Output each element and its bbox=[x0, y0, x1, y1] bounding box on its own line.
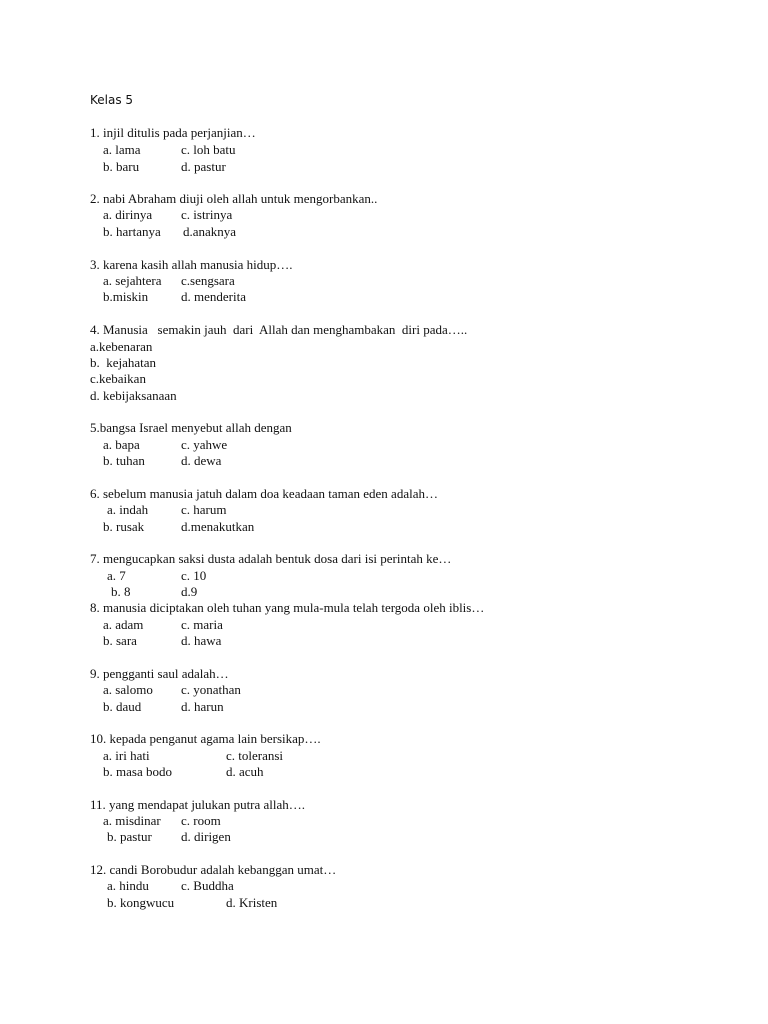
q1-option-c: c. loh batu bbox=[181, 142, 236, 157]
q5-option-d: d. dewa bbox=[181, 453, 222, 468]
q7-option-b: b. 8 bbox=[111, 584, 131, 599]
q10-option-b: b. masa bodo bbox=[103, 764, 172, 779]
q8-option-a: a. adam bbox=[103, 617, 144, 632]
q1-option-b: b. baru bbox=[103, 159, 140, 174]
q10-option-a: a. iri hati bbox=[103, 748, 150, 763]
q5-option-b: b. tuhan bbox=[103, 453, 145, 468]
question-8-text: 8. manusia diciptakan oleh tuhan yang mula-mula telah tergoda oleh iblis… bbox=[90, 600, 485, 615]
question-1-text: 1. injil ditulis pada perjanjian… bbox=[90, 125, 256, 140]
question-4-text: 4. Manusia semakin jauh dari Allah dan menghambakan diri pada….. bbox=[90, 322, 468, 337]
question-12-text: 12. candi Borobudur adalah kebanggan umat… bbox=[90, 862, 337, 877]
q3-option-d: d. menderita bbox=[181, 289, 246, 304]
question-6-text: 6. sebelum manusia jatuh dalam doa keadaan taman eden adalah… bbox=[90, 486, 438, 501]
q1-option-d: d. pastur bbox=[181, 159, 226, 174]
q6-option-d: d.menakutkan bbox=[181, 519, 255, 534]
q2-option-d: d.anaknya bbox=[183, 224, 237, 239]
q6-option-a: a. indah bbox=[107, 502, 149, 517]
q11-option-c: c. room bbox=[181, 813, 221, 828]
question-2-text: 2. nabi Abraham diuji oleh allah untuk mengorbankan.. bbox=[90, 191, 378, 206]
question-5-text: 5.bangsa Israel menyebut allah dengan bbox=[90, 420, 292, 435]
q12-option-b: b. kongwucu bbox=[107, 895, 175, 910]
question-11-text: 11. yang mendapat julukan putra allah…. bbox=[90, 797, 306, 812]
q9-option-a: a. salomo bbox=[103, 682, 153, 697]
q2-option-a: a. dirinya bbox=[103, 207, 153, 222]
q5-option-a: a. bapa bbox=[103, 437, 140, 452]
q8-option-d: d. hawa bbox=[181, 633, 222, 648]
q7-option-a: a. 7 bbox=[107, 568, 126, 583]
q3-option-b: b.miskin bbox=[103, 289, 149, 304]
q3-option-a: a. sejahtera bbox=[103, 273, 162, 288]
q4-option-d: d. kebijaksanaan bbox=[90, 388, 177, 403]
q11-option-b: b. pastur bbox=[107, 829, 152, 844]
q11-option-a: a. misdinar bbox=[103, 813, 161, 828]
q6-option-b: b. rusak bbox=[103, 519, 145, 534]
question-3-text: 3. karena kasih allah manusia hidup…. bbox=[90, 257, 293, 272]
q1-option-a: a. lama bbox=[103, 142, 141, 157]
q9-option-d: d. harun bbox=[181, 699, 224, 714]
q11-option-d: d. dirigen bbox=[181, 829, 231, 844]
q9-option-c: c. yonathan bbox=[181, 682, 241, 697]
q12-option-a: a. hindu bbox=[107, 878, 149, 893]
q4-option-b: b. kejahatan bbox=[90, 355, 157, 370]
q2-option-b: b. hartanya bbox=[103, 224, 161, 239]
q12-option-c: c. Buddha bbox=[181, 878, 234, 893]
q10-option-d: d. acuh bbox=[226, 764, 264, 779]
q4-option-c: c.kebaikan bbox=[90, 371, 146, 386]
q8-option-c: c. maria bbox=[181, 617, 223, 632]
q6-option-c: c. harum bbox=[181, 502, 227, 517]
q2-option-c: c. istrinya bbox=[181, 207, 233, 222]
q4-option-a: a.kebenaran bbox=[90, 339, 153, 354]
class-header: Kelas 5 bbox=[90, 93, 134, 107]
q7-option-d: d.9 bbox=[181, 584, 198, 599]
q9-option-b: b. daud bbox=[103, 699, 142, 714]
question-10-text: 10. kepada penganut agama lain bersikap…. bbox=[90, 731, 321, 746]
question-7-text: 7. mengucapkan saksi dusta adalah bentuk dosa dari isi perintah ke… bbox=[90, 551, 452, 566]
q12-option-d: d. Kristen bbox=[226, 895, 278, 910]
q5-option-c: c. yahwe bbox=[181, 437, 228, 452]
q10-option-c: c. toleransi bbox=[226, 748, 284, 763]
q7-option-c: c. 10 bbox=[181, 568, 207, 583]
question-9-text: 9. pengganti saul adalah… bbox=[90, 666, 229, 681]
q8-option-b: b. sara bbox=[103, 633, 137, 648]
q3-option-c: c.sengsara bbox=[181, 273, 235, 288]
